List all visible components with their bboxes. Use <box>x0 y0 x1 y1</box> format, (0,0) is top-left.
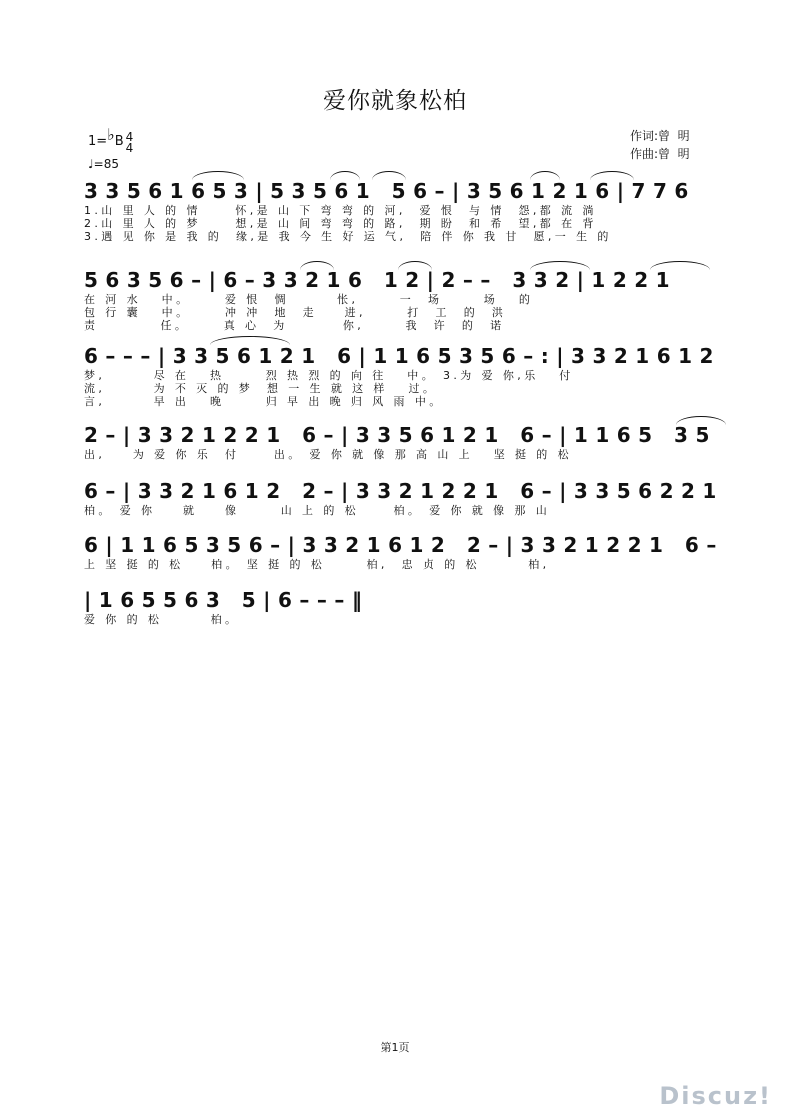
watermark-logo: Discuz! <box>659 1082 772 1110</box>
composer: 作曲:曾 明 <box>630 147 690 161</box>
notes-row: |165563 5|6–––‖ <box>84 588 370 612</box>
score-system-2 <box>84 267 744 332</box>
score-system-1 <box>84 178 744 243</box>
lyrics-verse-2: 2.山 里 人 的 梦 想,是 山 间 弯 弯 的 路, 期 盼 和 希 望,都 在 背 <box>84 217 597 230</box>
flat-icon: ♭ <box>107 125 115 144</box>
lyrics-verse-3: 3.遇 见 你 是 我 的 缘,是 我 今 生 好 运 气, 陪 伴 你 我 甘 愿,一 生 的 <box>84 230 612 243</box>
lyrics-verse-3: 言, 早 出 晚 归 早 出 晚 归 风 雨 中。 <box>84 395 444 408</box>
notes-row: 6–|3321612 2–|3321221 6–|3356221 <box>84 479 724 503</box>
slur-mark <box>398 261 432 270</box>
lyrics-verse-2: 包 行 囊 中。 冲 冲 地 走 进, 打 工 的 洪 <box>84 306 507 319</box>
lyrics-verse-1: 在 河 水 中。 爱 恨 惆 怅, 一 场 场 的 <box>84 293 534 306</box>
score-system-6 <box>84 532 744 571</box>
lyrics-verse-1: 出, 为 爱 你 乐 付 出。 爱 你 就 像 那 高 山 上 坚 挺 的 松 <box>84 448 572 461</box>
lyrics-verse-1: 柏。 爱 你 就 像 山 上 的 松 柏。 爱 你 就 像 那 山 <box>84 504 551 517</box>
notes-row: 33561653|53561 56–|3561216|776 <box>84 179 696 203</box>
slur-mark <box>676 416 726 425</box>
lyrics-verse-1: 上 坚 挺 的 松 柏。 坚 挺 的 松 柏, 忠 贞 的 松 柏, <box>84 558 550 571</box>
lyrics-verse-1: 1.山 里 人 的 情 怀,是 山 下 弯 弯 的 河, 爱 恨 与 情 怨,都 流 淌 <box>84 204 597 217</box>
slur-mark <box>530 261 590 270</box>
slur-mark <box>530 171 560 180</box>
lyrics-verse-1: 梦, 尽 在 热 烈 热 烈 的 向 往 中。 3.为 爱 你,乐 付 <box>84 369 574 382</box>
notes-row: 2–|3321221 6–|3356121 6–|1165 35 <box>84 423 717 447</box>
slur-mark <box>372 171 406 180</box>
lyrics-verse-1: 爱 你 的 松 柏。 <box>84 613 240 626</box>
notes-row: 56356–|6–33216 12|2–– 332|1221 <box>84 268 678 292</box>
score-system-5 <box>84 478 744 517</box>
score-system-3 <box>84 343 744 408</box>
slur-mark <box>330 171 360 180</box>
slur-mark <box>210 336 290 345</box>
song-title: 爱你就象松柏 <box>323 88 467 114</box>
lyricist: 作词:曾 明 <box>630 129 690 143</box>
slur-mark <box>192 171 244 180</box>
time-signature: 4 4 <box>125 130 134 155</box>
score-system-7 <box>84 587 744 626</box>
key-signature: 1=♭B 4 4 <box>88 125 134 155</box>
lyrics-verse-3: 责 任。 真 心 为 你, 我 许 的 诺 <box>84 319 505 332</box>
slur-mark <box>300 261 334 270</box>
lyrics-verse-2: 流, 为 不 灭 的 梦 想 一 生 就 这 样 过。 <box>84 382 438 395</box>
notes-row: 6|1165356–|3321612 2–|3321221 6– <box>84 533 724 557</box>
page-number: 第1页 <box>380 1041 410 1054</box>
slur-mark <box>650 261 710 270</box>
credits <box>630 127 690 163</box>
slur-mark <box>590 171 634 180</box>
score-system-4 <box>84 422 744 461</box>
tempo-marking: ♩=85 <box>88 157 119 171</box>
notes-row: 6–––|3356121 6|1165356–:|3321612 <box>84 344 721 368</box>
